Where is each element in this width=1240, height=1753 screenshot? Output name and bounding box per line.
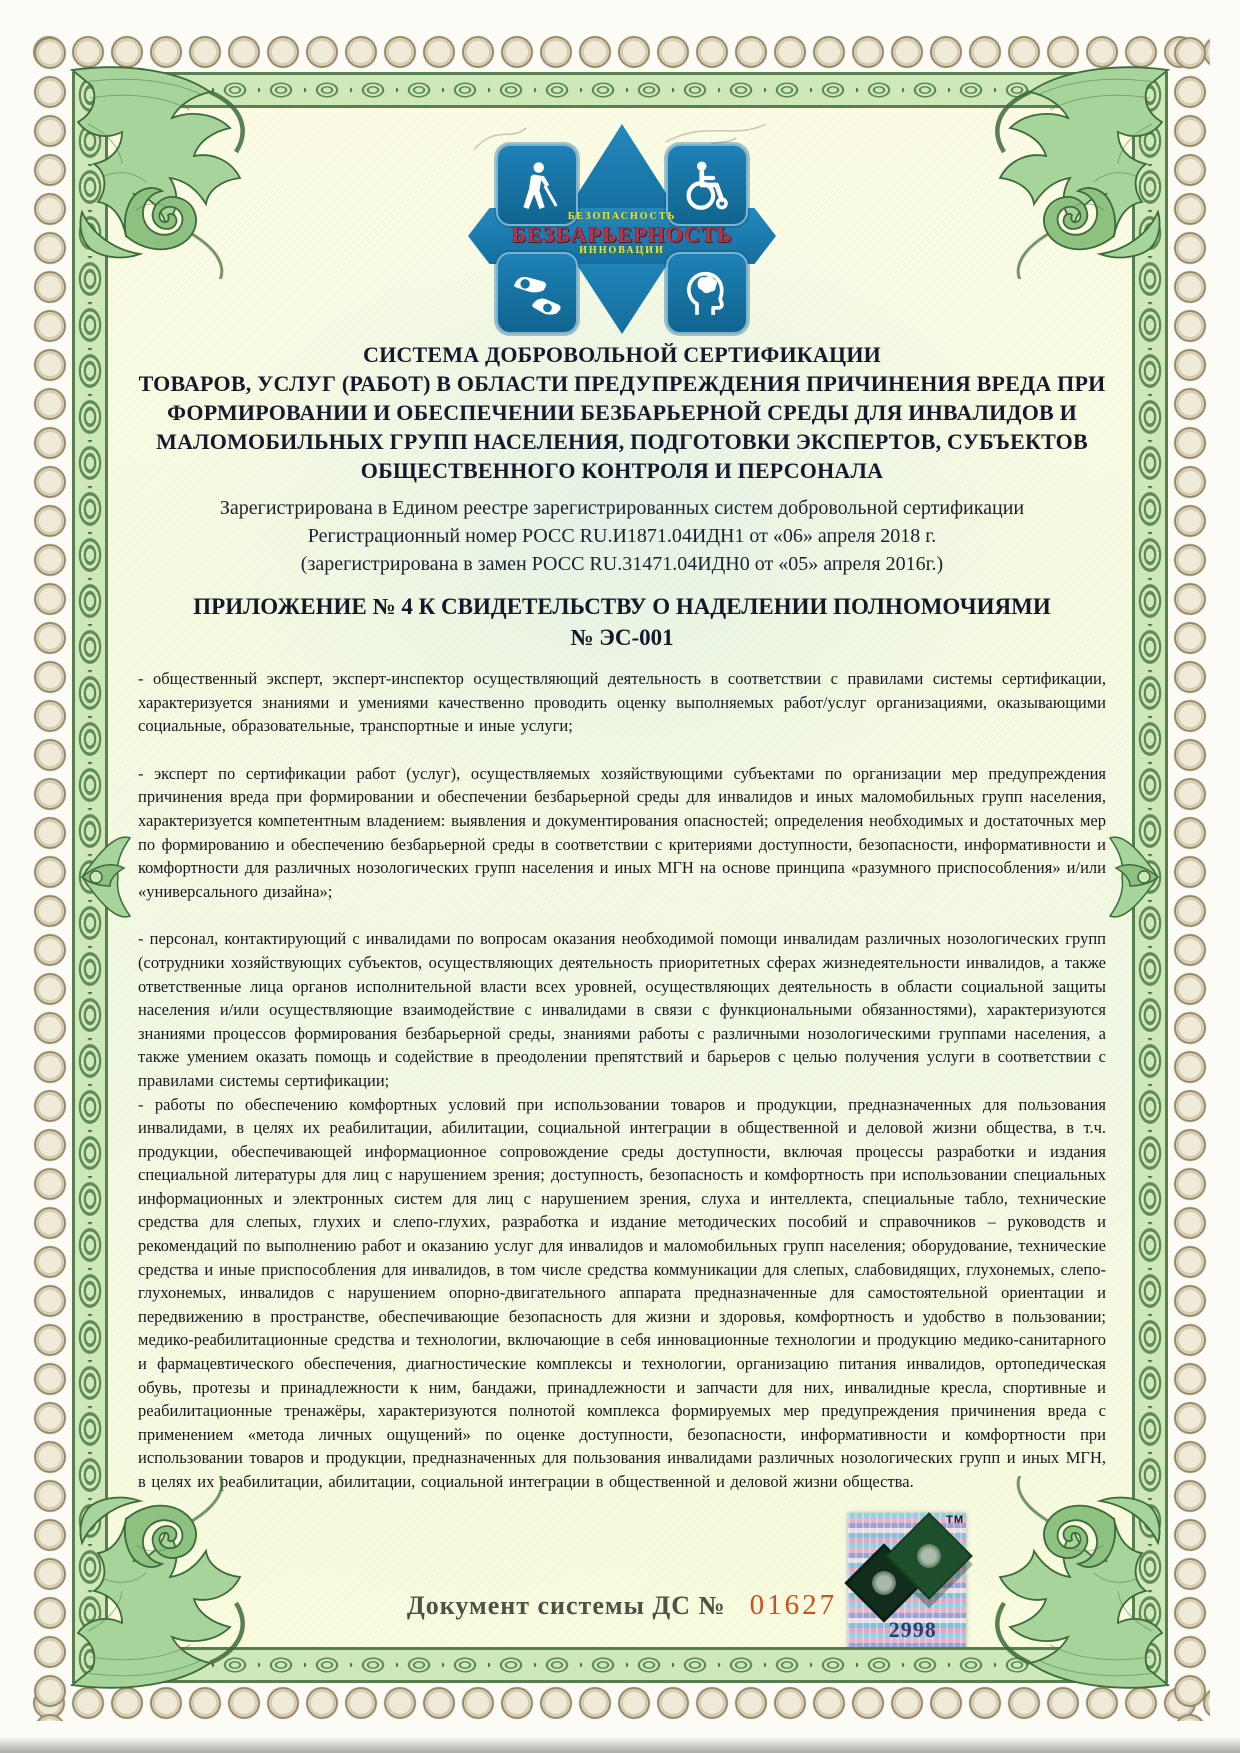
certificate-paper bbox=[106, 106, 1134, 1647]
border-scallop-left bbox=[32, 34, 68, 1721]
document-number-value: 01627 bbox=[749, 1589, 838, 1621]
registration-line: Зарегистрирована в Едином реестре зарегистрированных систем добровольной сертификации bbox=[219, 497, 1025, 519]
paragraph-personnel: - персонал, контактирующий с инвалидами по вопросам оказания необходимой помощи инвалидам различных нозологических групп (сотрудники хозяйствующих субъектов, осуществляющих деятельность приоритетных сферах жизнедеятельности инвалидов, а также ответственные лица органов исполнительной власти всех уровней, осуществляющих деятельность в области социальной защиты населения и/или осуществляющие взаимодействие с инвалидами в связи с функциональными обязанностями), характеризуются знаниями процессов формирования безбарьерной среды, знаниями работы с различными нозологическими группами населения, а также умением оказать помощь и содействие в преодолении препятствий и барьеров с целью получения услуги в соответствии с правилами системы сертификации; bbox=[138, 929, 1106, 1090]
corner-flourish-bottom-left bbox=[66, 1476, 281, 1691]
paragraph-public-expert: - общественный эксперт, эксперт-инспектор осуществляющий деятельность в соответствии с правилами системы сертификации, характеризуется знаниями и умениями качественно проводить оценку выполняемых работ/услуг организациями, оказывающими социальные, образовательные, транспортные и иные услуги; bbox=[138, 669, 1106, 736]
logo-word-top: БЕЗОПАСНОСТЬ bbox=[567, 211, 677, 222]
appendix-title: ПРИЛОЖЕНИЕ № 4 К СВИДЕТЕЛЬСТВУ О НАДЕЛЕНИИ ПОЛНОМОЧИЯМИ bbox=[193, 594, 1051, 619]
system-title bbox=[138, 340, 1106, 485]
sign-language-icon bbox=[496, 252, 578, 334]
title-line: СИСТЕМА ДОБРОВОЛЬНОЙ СЕРТИФИКАЦИИ bbox=[363, 342, 881, 367]
registration-line: (зарегистрирована в замен РОСС RU.31471.04ИДН0 от «05» апреля 2016г.) bbox=[300, 553, 944, 575]
hologram-sticker bbox=[848, 1513, 966, 1651]
logo-word-bottom: ИННОВАЦИИ bbox=[579, 244, 665, 256]
logo-star-top-arm bbox=[566, 124, 678, 212]
hologram-serial: 2998 bbox=[888, 1617, 937, 1642]
paragraph-certification-expert: - эксперт по сертификации работ (услуг), осуществляемых хозяйствующими субъектами по организации мер предупреждения причинения вреда при формировании и обеспечении безбарьерной среды для инвалидов и иных маломобильных групп населения, характеризуется компетентным владением: выявления и документирования опасностей; определения необходимых и достаточных мер по формированию и обеспечению безбарьерной среды в соответствии с критериями доступности, безопасности, информативности и комфортности для различных нозологических групп населения и иных МГН на основе принципа «разумного приспособления» и/или «универсального дизайна»; bbox=[138, 763, 1106, 901]
logo-wordmark bbox=[454, 212, 790, 256]
registration-info bbox=[138, 494, 1106, 578]
edge-leaf-left bbox=[78, 802, 132, 952]
appendix-heading bbox=[138, 591, 1106, 653]
cognitive-head-icon bbox=[666, 252, 748, 334]
corner-flourish-top-right bbox=[959, 64, 1174, 279]
title-line: ТОВАРОВ, УСЛУГ (РАБОТ) В ОБЛАСТИ ПРЕДУПРЕЖДЕНИЯ ПРИЧИНЕНИЯ ВРЕДА ПРИ bbox=[138, 371, 1106, 396]
title-line: ОБЩЕСТВЕННОГО КОНТРОЛЯ И ПЕРСОНАЛА bbox=[360, 458, 884, 483]
title-line: МАЛОМОБИЛЬНЫХ ГРУПП НАСЕЛЕНИЯ, ПОДГОТОВКИ ЭКСПЕРТОВ, СУБЪЕКТОВ bbox=[156, 429, 1088, 454]
edge-leaf-right bbox=[1108, 802, 1162, 952]
logo-word-main: БЕЗБАРЬЕРНОСТЬ bbox=[511, 221, 733, 247]
hologram-tm-mark: ТМ bbox=[946, 1514, 964, 1526]
appendix-body bbox=[138, 667, 1106, 1494]
registration-line: Регистрационный номер РОСС RU.И1871.04ИДН1 от «06» апреля 2018 г. bbox=[307, 525, 937, 547]
document-number-label: Документ системы ДС № bbox=[406, 1591, 726, 1620]
corner-flourish-top-left bbox=[66, 64, 281, 279]
paragraph-works: - работы по обеспечению комфортных условий при использовании товаров и продукции, предназначенных для пользования инвалидами, в целях их реабилитации, абилитации, социальной интеграции в общественной и деловой жизни общества, в т.ч. продукции, обеспечивающей информационное сопровождение среды доступности, включая процессы разработки и издания специальной литературы для лиц с нарушением зрения; доступность, безопасность и комфортность при использовании специальных информационных и электронных систем для лиц с нарушением зрения, слуха и интеллекта, специальные табло, технические средства для слепых, глухих и слепо-глухих, разработка и издание методических пособий и справочников – руководств и рекомендаций по выполнению работ и оказанию услуг для инвалидов и маломобильных групп населения; оборудование, технические средства и иные приспособления для инвалидов, в том числе средства коммуникации для слепых, слабовидящих, глухонемых, слепо-глухонемых, инвалидов с нарушением опорно-двигательного аппарата предназначенные для самостоятельной ориентации и передвижению в пространстве, обеспечивающие безопасность для жизни и здоровья, комфортность и удобство в пользовании; медико-реабилитационные средства и технологии, включающие в себя инновационные технологии и продукцию медико-санитарного и фармацевтического обеспечения, диагностические комплексы и технологии, организацию питания инвалидов, ортопедическая обувь, протезы и принадлежности к ним, бандажи, принадлежности и запчасти для них, инвалидные кресла, спортивные и реабилитационные тренажёры, характеризуются полнотой комплекса формируемых мер предупреждения причинения вреда с применением «метода личных ощущений» по оценке доступности, безопасности, информативности и комфортности при использовании товаров и продукции, предназначенных для пользования инвалидами различных нозологических групп и иных МГН, в целях их реабилитации, абилитации, социальной интеграции в общественной и деловой жизни общества. bbox=[138, 1094, 1106, 1491]
appendix-number: № ЭС-001 bbox=[570, 625, 674, 650]
certification-system-logo bbox=[454, 120, 790, 334]
corner-flourish-bottom-right bbox=[959, 1476, 1174, 1691]
title-line: ФОРМИРОВАНИИ И ОБЕСПЕЧЕНИИ БЕЗБАРЬЕРНОЙ СРЕДЫ ДЛЯ ИНВАЛИДОВ И bbox=[167, 400, 1077, 425]
border-scallop-right bbox=[1172, 34, 1208, 1721]
